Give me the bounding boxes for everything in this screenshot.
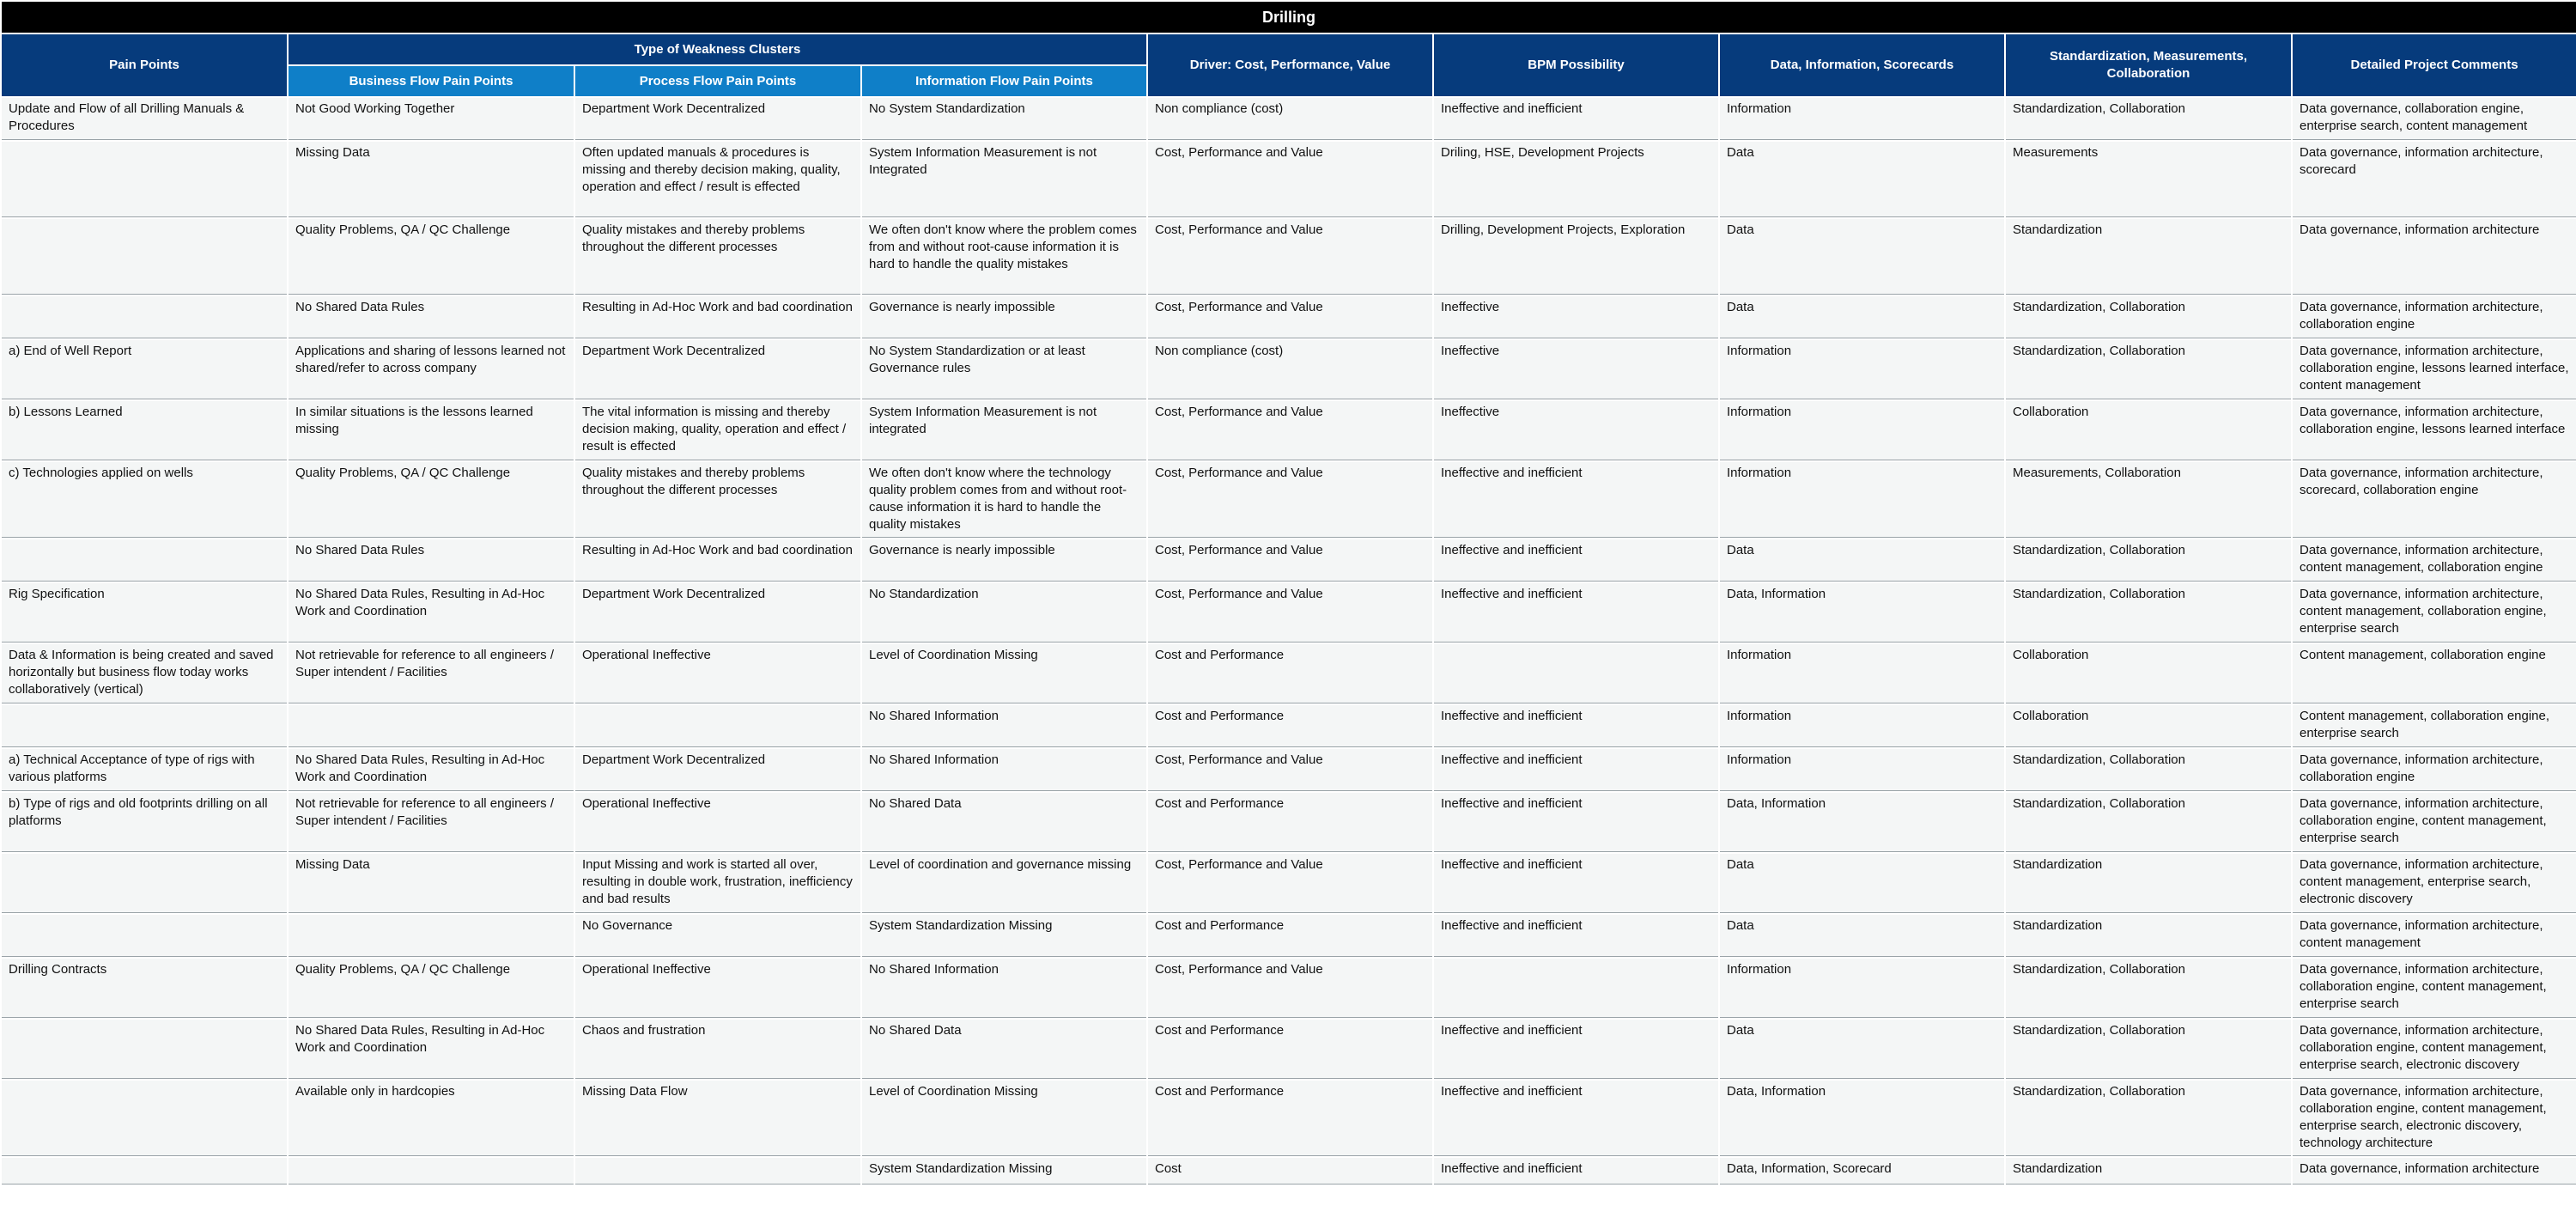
information-flow-cell: No Shared Data	[862, 1020, 1146, 1079]
header-business-flow: Business Flow Pain Points	[289, 66, 574, 96]
project-comments-cell: Content management, collaboration engine	[2293, 644, 2576, 703]
process-flow-cell	[575, 705, 860, 747]
bpm-possibility-cell: Ineffective and inefficient	[1434, 462, 1718, 538]
header-driver: Driver: Cost, Performance, Value	[1148, 34, 1432, 96]
business-flow-cell	[289, 705, 574, 747]
table-row	[2, 98, 2576, 140]
bpm-possibility-cell: Ineffective and inefficient	[1434, 1158, 1718, 1185]
standardization-cell: Standardization, Collaboration	[2006, 340, 2291, 399]
standardization-cell: Collaboration	[2006, 705, 2291, 747]
data-information-cell: Data, Information	[1720, 1081, 2004, 1156]
driver-cell: Cost and Performance	[1148, 1020, 1432, 1079]
information-flow-cell: No Shared Data	[862, 793, 1146, 852]
header-information-flow: Information Flow Pain Points	[862, 66, 1146, 96]
bpm-possibility-cell: Ineffective and inefficient	[1434, 749, 1718, 791]
standardization-cell: Standardization, Collaboration	[2006, 1081, 2291, 1156]
business-flow-cell: Quality Problems, QA / QC Challenge	[289, 219, 574, 295]
table-row	[2, 959, 2576, 1018]
driver-cell: Cost, Performance and Value	[1148, 583, 1432, 642]
data-information-cell: Data	[1720, 1020, 2004, 1079]
project-comments-cell: Data governance, information architecture	[2293, 219, 2576, 295]
project-comments-cell: Data governance, information architecture, collaboration engine	[2293, 296, 2576, 338]
standardization-cell: Standardization, Collaboration	[2006, 296, 2291, 338]
data-information-cell: Information	[1720, 749, 2004, 791]
table-row	[2, 401, 2576, 460]
header-project-comments: Detailed Project Comments	[2293, 34, 2576, 96]
process-flow-cell: The vital information is missing and thereby decision making, quality, operation and effect / result is effected	[575, 401, 860, 460]
header-pain-points: Pain Points	[2, 34, 287, 96]
project-comments-cell: Data governance, information architecture, content management	[2293, 915, 2576, 957]
information-flow-cell: System Information Measurement is not integrated	[862, 401, 1146, 460]
project-comments-cell: Data governance, information architecture, collaboration engine, lessons learned interface	[2293, 401, 2576, 460]
information-flow-cell: System Standardization Missing	[862, 1158, 1146, 1185]
header-bpm-possibility: BPM Possibility	[1434, 34, 1718, 96]
data-information-cell: Information	[1720, 959, 2004, 1018]
standardization-cell: Measurements, Collaboration	[2006, 462, 2291, 538]
table-row	[2, 1158, 2576, 1185]
process-flow-cell: Quality mistakes and thereby problems throughout the different processes	[575, 462, 860, 538]
driver-cell: Cost	[1148, 1158, 1432, 1185]
table-body	[2, 98, 2576, 1185]
table-row	[2, 1081, 2576, 1156]
business-flow-cell: Missing Data	[289, 142, 574, 217]
standardization-cell: Standardization	[2006, 854, 2291, 913]
pain-point-cell	[2, 854, 287, 913]
standardization-cell: Standardization, Collaboration	[2006, 539, 2291, 582]
information-flow-cell: Level of Coordination Missing	[862, 644, 1146, 703]
driver-cell: Cost and Performance	[1148, 793, 1432, 852]
data-information-cell: Data	[1720, 539, 2004, 582]
bpm-possibility-cell: Ineffective and inefficient	[1434, 583, 1718, 642]
pain-point-cell	[2, 539, 287, 582]
table-row	[2, 583, 2576, 642]
bpm-possibility-cell: Ineffective and inefficient	[1434, 705, 1718, 747]
process-flow-cell: Operational Ineffective	[575, 793, 860, 852]
bpm-possibility-cell: Drilling, Development Projects, Exploration	[1434, 219, 1718, 295]
project-comments-cell: Data governance, information architecture, collaboration engine	[2293, 749, 2576, 791]
driver-cell: Cost and Performance	[1148, 1081, 1432, 1156]
project-comments-cell: Data governance, information architecture	[2293, 1158, 2576, 1185]
information-flow-cell: We often don't know where the problem comes from and without root-cause information it is hard to handle the quality mistakes	[862, 219, 1146, 295]
project-comments-cell: Data governance, information architecture, scorecard	[2293, 142, 2576, 217]
information-flow-cell: Level of Coordination Missing	[862, 1081, 1146, 1156]
pain-point-cell: b) Type of rigs and old footprints drilling on all platforms	[2, 793, 287, 852]
project-comments-cell: Data governance, collaboration engine, enterprise search, content management	[2293, 98, 2576, 140]
business-flow-cell: Missing Data	[289, 854, 574, 913]
process-flow-cell: No Governance	[575, 915, 860, 957]
information-flow-cell: System Standardization Missing	[862, 915, 1146, 957]
table-row	[2, 539, 2576, 582]
information-flow-cell: System Information Measurement is not Integrated	[862, 142, 1146, 217]
data-information-cell: Data, Information	[1720, 793, 2004, 852]
pain-point-cell	[2, 296, 287, 338]
business-flow-cell: No Shared Data Rules	[289, 539, 574, 582]
information-flow-cell: Governance is nearly impossible	[862, 539, 1146, 582]
project-comments-cell: Data governance, information architecture, content management, collaboration engine	[2293, 539, 2576, 582]
bpm-possibility-cell: Ineffective	[1434, 296, 1718, 338]
driver-cell: Non compliance (cost)	[1148, 340, 1432, 399]
business-flow-cell: Quality Problems, QA / QC Challenge	[289, 462, 574, 538]
data-information-cell: Data, Information, Scorecard	[1720, 1158, 2004, 1185]
process-flow-cell: Operational Ineffective	[575, 959, 860, 1018]
pain-point-cell	[2, 219, 287, 295]
standardization-cell: Standardization	[2006, 219, 2291, 295]
process-flow-cell: Operational Ineffective	[575, 644, 860, 703]
data-information-cell: Information	[1720, 401, 2004, 460]
data-information-cell: Information	[1720, 340, 2004, 399]
header-process-flow: Process Flow Pain Points	[575, 66, 860, 96]
bpm-possibility-cell: Ineffective and inefficient	[1434, 98, 1718, 140]
driver-cell: Cost, Performance and Value	[1148, 959, 1432, 1018]
pain-point-cell	[2, 1081, 287, 1156]
table-row	[2, 854, 2576, 913]
table-row	[2, 296, 2576, 338]
project-comments-cell: Content management, collaboration engine, enterprise search	[2293, 705, 2576, 747]
business-flow-cell: Available only in hardcopies	[289, 1081, 574, 1156]
sheet-title: Drilling	[2, 2, 2576, 33]
bpm-possibility-cell: Ineffective and inefficient	[1434, 1020, 1718, 1079]
data-information-cell: Data	[1720, 219, 2004, 295]
information-flow-cell: Governance is nearly impossible	[862, 296, 1146, 338]
driver-cell: Cost, Performance and Value	[1148, 219, 1432, 295]
table-row	[2, 915, 2576, 957]
business-flow-cell: Not Good Working Together	[289, 98, 574, 140]
business-flow-cell: No Shared Data Rules, Resulting in Ad-Hoc Work and Coordination	[289, 1020, 574, 1079]
data-information-cell: Data, Information	[1720, 583, 2004, 642]
data-information-cell: Data	[1720, 915, 2004, 957]
standardization-cell: Collaboration	[2006, 401, 2291, 460]
process-flow-cell: Department Work Decentralized	[575, 98, 860, 140]
process-flow-cell: Department Work Decentralized	[575, 749, 860, 791]
driver-cell: Cost, Performance and Value	[1148, 296, 1432, 338]
information-flow-cell: No System Standardization or at least Governance rules	[862, 340, 1146, 399]
project-comments-cell: Data governance, information architecture, content management, enterprise search, electronic discovery	[2293, 854, 2576, 913]
bpm-possibility-cell: Driling, HSE, Development Projects	[1434, 142, 1718, 217]
pain-point-cell: Update and Flow of all Drilling Manuals & Procedures	[2, 98, 287, 140]
business-flow-cell: Not retrievable for reference to all engineers / Super intendent / Facilities	[289, 793, 574, 852]
project-comments-cell: Data governance, information architecture, content management, collaboration engine, enterprise search	[2293, 583, 2576, 642]
information-flow-cell: No Shared Information	[862, 749, 1146, 791]
driver-cell: Cost, Performance and Value	[1148, 539, 1432, 582]
process-flow-cell: Department Work Decentralized	[575, 340, 860, 399]
project-comments-cell: Data governance, information architecture, scorecard, collaboration engine	[2293, 462, 2576, 538]
bpm-possibility-cell	[1434, 959, 1718, 1018]
process-flow-cell: Input Missing and work is started all over, resulting in double work, frustration, inefficiency and bad results	[575, 854, 860, 913]
business-flow-cell: In similar situations is the lessons learned missing	[289, 401, 574, 460]
table-row	[2, 219, 2576, 295]
process-flow-cell: Resulting in Ad-Hoc Work and bad coordination	[575, 539, 860, 582]
process-flow-cell	[575, 1158, 860, 1185]
project-comments-cell: Data governance, information architecture, collaboration engine, content management, enterprise search, electronic discovery	[2293, 1020, 2576, 1079]
standardization-cell: Standardization, Collaboration	[2006, 959, 2291, 1018]
data-information-cell: Data	[1720, 296, 2004, 338]
driver-cell: Cost, Performance and Value	[1148, 749, 1432, 791]
business-flow-cell: No Shared Data Rules, Resulting in Ad-Hoc Work and Coordination	[289, 583, 574, 642]
information-flow-cell: No System Standardization	[862, 98, 1146, 140]
standardization-cell: Standardization	[2006, 915, 2291, 957]
business-flow-cell	[289, 915, 574, 957]
project-comments-cell: Data governance, information architecture, collaboration engine, content management, enterprise search	[2293, 793, 2576, 852]
driver-cell: Cost and Performance	[1148, 915, 1432, 957]
business-flow-cell: Applications and sharing of lessons learned not shared/refer to across company	[289, 340, 574, 399]
pain-point-cell: c) Technologies applied on wells	[2, 462, 287, 538]
table-row	[2, 142, 2576, 217]
pain-point-cell	[2, 705, 287, 747]
driver-cell: Cost, Performance and Value	[1148, 462, 1432, 538]
business-flow-cell: No Shared Data Rules, Resulting in Ad-Hoc Work and Coordination	[289, 749, 574, 791]
pain-point-cell: b) Lessons Learned	[2, 401, 287, 460]
bpm-possibility-cell: Ineffective and inefficient	[1434, 854, 1718, 913]
bpm-possibility-cell: Ineffective and inefficient	[1434, 539, 1718, 582]
information-flow-cell: No Shared Information	[862, 705, 1146, 747]
data-information-cell: Information	[1720, 462, 2004, 538]
project-comments-cell: Data governance, information architecture, collaboration engine, lessons learned interface, content management	[2293, 340, 2576, 399]
table-row	[2, 462, 2576, 538]
bpm-possibility-cell: Ineffective and inefficient	[1434, 915, 1718, 957]
table-row	[2, 793, 2576, 852]
bpm-possibility-cell: Ineffective	[1434, 401, 1718, 460]
pain-point-cell: Rig Specification	[2, 583, 287, 642]
standardization-cell: Standardization, Collaboration	[2006, 1020, 2291, 1079]
information-flow-cell: No Shared Information	[862, 959, 1146, 1018]
data-information-cell: Information	[1720, 705, 2004, 747]
information-flow-cell: We often don't know where the technology quality problem comes from and without root-cause information it is hard to handle the quality mistakes	[862, 462, 1146, 538]
table-row	[2, 749, 2576, 791]
pain-point-cell	[2, 1158, 287, 1185]
header-weakness-clusters: Type of Weakness Clusters	[289, 34, 1146, 64]
driver-cell: Cost, Performance and Value	[1148, 401, 1432, 460]
table-row	[2, 705, 2576, 747]
standardization-cell: Standardization	[2006, 1158, 2291, 1185]
pain-point-cell	[2, 915, 287, 957]
business-flow-cell: Not retrievable for reference to all engineers / Super intendent / Facilities	[289, 644, 574, 703]
driver-cell: Cost and Performance	[1148, 644, 1432, 703]
pain-point-cell: a) End of Well Report	[2, 340, 287, 399]
standardization-cell: Standardization, Collaboration	[2006, 98, 2291, 140]
business-flow-cell: No Shared Data Rules	[289, 296, 574, 338]
pain-point-cell: Data & Information is being created and saved horizontally but business flow today works collaboratively (vertical)	[2, 644, 287, 703]
header-standardization: Standardization, Measurements, Collaboration	[2006, 34, 2291, 96]
process-flow-cell: Resulting in Ad-Hoc Work and bad coordination	[575, 296, 860, 338]
table-row	[2, 340, 2576, 399]
pain-point-cell	[2, 1020, 287, 1079]
process-flow-cell: Missing Data Flow	[575, 1081, 860, 1156]
pain-point-cell: a) Technical Acceptance of type of rigs with various platforms	[2, 749, 287, 791]
bpm-possibility-cell: Ineffective	[1434, 340, 1718, 399]
process-flow-cell: Often updated manuals & procedures is missing and thereby decision making, quality, operation and effect / result is effected	[575, 142, 860, 217]
standardization-cell: Standardization, Collaboration	[2006, 749, 2291, 791]
bpm-possibility-cell: Ineffective and inefficient	[1434, 793, 1718, 852]
process-flow-cell: Chaos and frustration	[575, 1020, 860, 1079]
driver-cell: Cost, Performance and Value	[1148, 854, 1432, 913]
standardization-cell: Standardization, Collaboration	[2006, 793, 2291, 852]
standardization-cell: Standardization, Collaboration	[2006, 583, 2291, 642]
pain-point-cell: Drilling Contracts	[2, 959, 287, 1018]
bpm-possibility-cell	[1434, 644, 1718, 703]
process-flow-cell: Quality mistakes and thereby problems throughout the different processes	[575, 219, 860, 295]
information-flow-cell: Level of coordination and governance missing	[862, 854, 1146, 913]
table-row	[2, 1020, 2576, 1079]
table-row	[2, 644, 2576, 703]
driver-cell: Non compliance (cost)	[1148, 98, 1432, 140]
standardization-cell: Measurements	[2006, 142, 2291, 217]
project-comments-cell: Data governance, information architecture, collaboration engine, content management, enterprise search	[2293, 959, 2576, 1018]
pain-point-cell	[2, 142, 287, 217]
process-flow-cell: Department Work Decentralized	[575, 583, 860, 642]
data-information-cell: Information	[1720, 644, 2004, 703]
data-information-cell: Data	[1720, 854, 2004, 913]
information-flow-cell: No Standardization	[862, 583, 1146, 642]
header-data-information-scorecards: Data, Information, Scorecards	[1720, 34, 2004, 96]
driver-cell: Cost, Performance and Value	[1148, 142, 1432, 217]
driver-cell: Cost and Performance	[1148, 705, 1432, 747]
business-flow-cell	[289, 1158, 574, 1185]
business-flow-cell: Quality Problems, QA / QC Challenge	[289, 959, 574, 1018]
data-information-cell: Data	[1720, 142, 2004, 217]
standardization-cell: Collaboration	[2006, 644, 2291, 703]
project-comments-cell: Data governance, information architecture, collaboration engine, content management, enterprise search, electronic discovery, technology architecture	[2293, 1081, 2576, 1156]
data-information-cell: Information	[1720, 98, 2004, 140]
bpm-possibility-cell: Ineffective and inefficient	[1434, 1081, 1718, 1156]
